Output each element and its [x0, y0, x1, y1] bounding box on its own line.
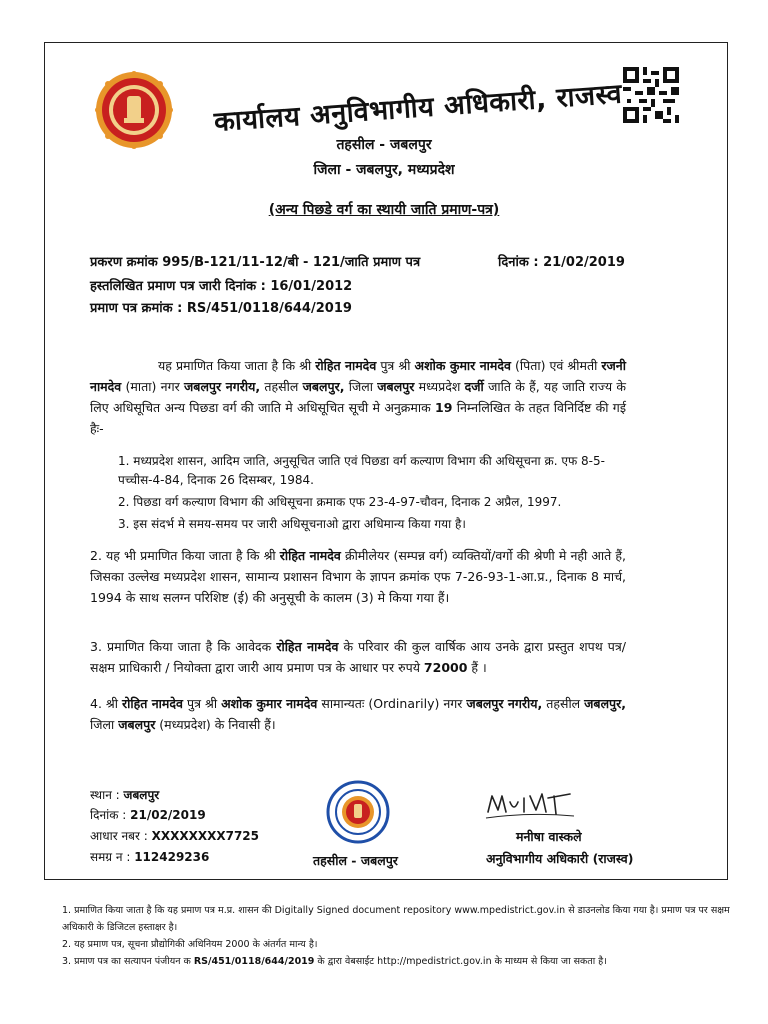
notification-list [118, 452, 628, 534]
officer-signature [484, 788, 576, 822]
qr-code [623, 67, 679, 123]
list-item: 1. मध्यप्रदेश शासन, आदिम जाति, अनुसूचित जाति एवं पिछडा वर्ग कल्याण विभाग की अधिसूचना क्र. एफ 8-5-पच्चीस-4-84, दिनाक 26 दिसम्बर, 1984. [118, 454, 605, 487]
district-line: जिला - जबलपुर, मध्यप्रदेश [313, 162, 455, 178]
samagra-row: समग्र न : 112429236 [90, 850, 210, 864]
seal-caption: तहसील - जबलपुर [313, 853, 398, 868]
officer-name: मनीषा वास्कले [516, 829, 582, 844]
footer-note: 1. प्रमाणित किया जाता है कि यह प्रमाण पत्र म.प्र. शासन की Digitally Signed document repository www.mpedistrict.gov.in से डाउनलोड किया गया है। प्रमाण पत्र पर सक्षम अधिकारी के डिजिटल हस्ताक्षर है। [62, 905, 730, 933]
tehsil-seal [326, 780, 390, 844]
footer-note: 3. प्रमाण पत्र का सत्यापन पंजीयन क RS/451/0118/644/2019 के द्वारा वेबसाईट http://mpedistrict.gov.in के माध्यम से किया जा सकता है। [62, 956, 607, 967]
certificate-number: प्रमाण पत्र क्रमांक : RS/451/0118/644/2019 [90, 301, 352, 316]
case-number: प्रकरण क्रमांक 995/B-121/11-12/बी - 121/जाति प्रमाण पत्र [90, 255, 421, 270]
paragraph-2: 2. यह भी प्रमाणित किया जाता है कि श्री रोहित नामदेव क्रीमीलेयर (सम्पन्न वर्ग) व्यक्तियों/वर्गो की श्रेणी मे नही आते हैं, जिसका उल्लेख मध्यप्रदेश शासन, सामान्य प्रशासन विभाग के ज्ञापन क्रमांक एफ 7-26-93-1-आ.प्र., दिनाक 8 मार्च, 1994 के साथ सलग्न परिशिष्ट (ई) की अनुसूची के कालम (3) मे किया गया हैं। [90, 548, 626, 605]
tehsil-line: तहसील - जबलपुर [336, 137, 432, 153]
issue-date: दिनांक : 21/02/2019 [498, 255, 625, 270]
paragraph-3: 3. प्रमाणित किया जाता है कि आवेदक रोहित नामदेव के परिवार की कुल वार्षिक आय उनके द्वारा प्रस्तुत शपथ पत्र/सक्षम प्राधिकारी / नियोक्ता द्वारा जारी आय प्रमाण पत्र के आधार पर रुपये 72000 हैं । [90, 639, 626, 675]
footer-notes [62, 902, 742, 970]
list-item: 2. पिछडा वर्ग कल्याण विभाग की अधिसूचना क्रमाक एफ 23-4-97-चौवन, दिनाक 2 अप्रैल, 1997. [118, 495, 562, 509]
certificate-type: (अन्य पिछडे वर्ग का स्थायी जाति प्रमाण-पत्र) [268, 202, 500, 218]
handwritten-issue-date: हस्तलिखित प्रमाण पत्र जारी दिनांक : 16/01/2012 [90, 279, 353, 294]
footer-note: 2. यह प्रमाण पत्र, सूचना प्रौद्योगिकी अधिनियम 2000 के अंतर्गत मान्य है। [62, 939, 318, 950]
office-title: कार्यालय अनुविभागीय अधिकारी, राजस्व [213, 78, 624, 138]
list-item: 3. इस संदर्भ मे समय-समय पर जारी अधिसूचनाओ द्वारा अधिमान्य किया गया है। [118, 517, 466, 531]
aadhar-row: आधार नबर : XXXXXXXX7725 [90, 829, 259, 843]
officer-title: अनुविभागीय अधिकारी (राजस्व) [486, 851, 634, 866]
paragraph-4: 4. श्री रोहित नामदेव पुत्र श्री अशोक कुमार नामदेव सामान्यतः (Ordinarily) नगर जबलपुर नगरीय, तहसील जबलपुर, जिला जबलपुर (मध्यप्रदेश) के निवासी हैं। [90, 696, 627, 732]
place-row: स्थान : जबलपुर [90, 788, 160, 802]
date-row: दिनांक : 21/02/2019 [90, 808, 206, 822]
paragraph-1: यह प्रमाणित किया जाता है कि श्री रोहित नामदेव पुत्र श्री अशोक कुमार नामदेव (पिता) एवं श्रीमती रजनी नामदेव (माता) नगर जबलपुर नगरीय, तहसील जबलपुर, जिला जबलपुर मध्यप्रदेश दर्जी जाति के हैं, यह जाति राज्य के लिए अधिसूचित अन्य पिछडा वर्ग की जाति मे अधिसूचित सूची मे अनुक्रमाक 19 निम्नलिखित के तहत विनिर्दिष्ट की गई हैः- [90, 358, 626, 436]
